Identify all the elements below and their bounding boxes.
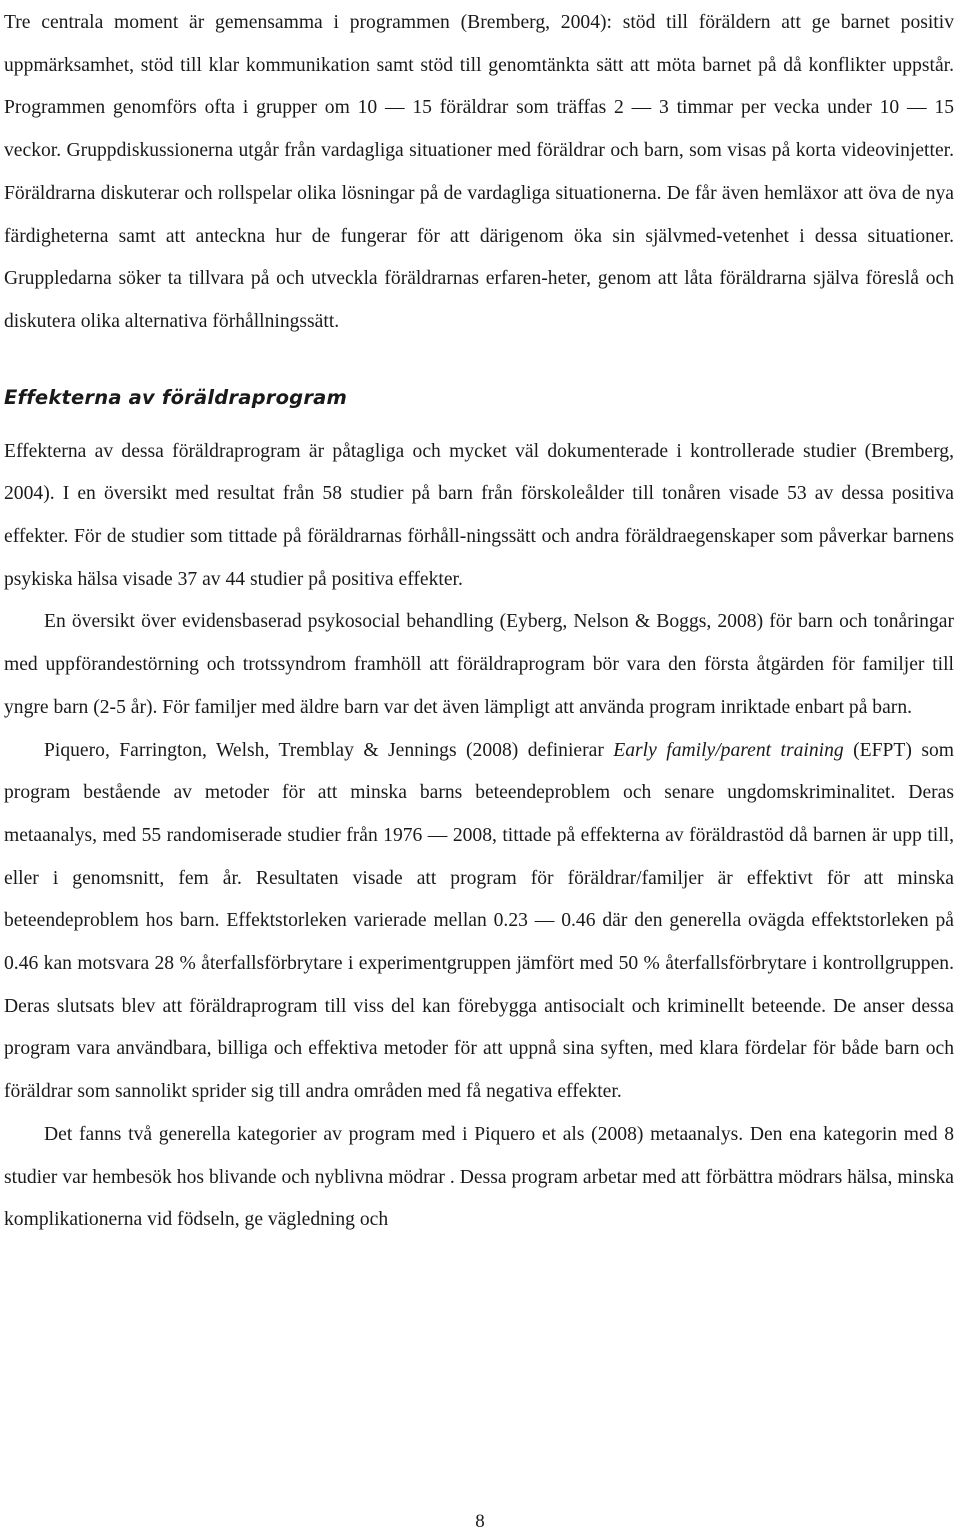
- document-page: [4, 0, 954, 1242]
- section-paragraph-4: [4, 1114, 954, 1242]
- section-paragraph-1: [4, 431, 954, 602]
- paragraph-text: Piquero, Farrington, Welsh, Tremblay & Jennings (2008) definierar: [44, 739, 614, 761]
- paragraph-text: Tre centrala moment är gemensamma i programmen (Bremberg, 2004): stöd till föräldern att ge barnet positiv uppmärksamhet, stöd till klar kommunikation samt stöd till genomtänkta sätt att möta barnet på då konflikter uppstår. Programmen genomförs ofta i grupper om 10 — 15 föräldrar som träffas 2 — 3 timmar per vecka under 10 — 15 veckor. Gruppdiskussionerna utgår från vardagliga situationer med föräldrar och barn, som visas på korta videovinjetter. Föräldrarna diskuterar och rollspelar olika lösningar på de vardagliga situationerna. De får även hemläxor att öva de nya färdigheterna samt att anteckna hur de fungerar för att därigenom öka sin självmed-vetenhet i dessa situationer. Gruppledarna söker ta tillvara på och utveckla föräldrarnas erfaren-heter, genom att låta föräldrarna själva föreslå och diskutera olika alternativa förhållningssätt.: [4, 12, 954, 332]
- paragraph-text: En översikt över evidensbaserad psykosocial behandling (Eyberg, Nelson & Boggs, 2008) för barn och tonåringar med uppförandestörning och trotssyndrom framhöll att föräldraprogram bör vara den första åtgärden för familjer till yngre barn (2-5 år). För familjer med äldre barn var det även lämpligt att använda program inriktade enbart på barn.: [4, 611, 954, 718]
- page-number: 8: [475, 1511, 485, 1532]
- section-paragraph-3: [4, 730, 954, 1114]
- section-heading: Effekterna av föräldraprogram: [4, 385, 348, 409]
- paragraph-text: Det fanns två generella kategorier av program med i Piquero et als (2008) metaanalys. Den ena kategorin med 8 studier var hembesök hos blivande och nyblivna mödrar . Dessa program arbetar med att förbättra mödrars hälsa, minska komplikationerna vid födseln, ge vägledning och: [4, 1123, 954, 1231]
- italic-term: Early family/parent training: [613, 739, 844, 761]
- body-paragraph-1: [4, 0, 954, 344]
- paragraph-text: Effekterna av dessa föräldraprogram är påtagliga och mycket väl dokumenterade i kontrollerade studier (Bremberg, 2004). I en översikt med resultat från 58 studier på barn från förskoleålder till tonåren visade 53 av dessa positiva effekter. För de studier som tittade på föräldrarnas förhåll-ningssätt och andra föräldraegenskaper som påverkar barnens psykiska hälsa visade 37 av 44 studier på positiva effekter.: [4, 440, 954, 590]
- section-paragraph-2: [4, 601, 954, 729]
- paragraph-text: (EFPT) som program bestående av metoder för att minska barns beteendeproblem och senare ungdomskriminalitet. Deras metaanalys, med 55 randomiserade studier från 1976 — 2008, tittade på effekterna av föräldrastöd då barnen är upp till, eller i genomsnitt, fem år. Resultaten visade att program för föräldrar/familjer är effektivt för att minska beteendeproblem hos barn. Effektstorleken varierade mellan 0.23 — 0.46 där den generella ovägda effektstorleken på 0.46 kan motsvara 28 % återfallsförbrytare i experimentgruppen jämfört med 50 % återfallsförbrytare i kontrollgruppen. Deras slutsats blev att föräldraprogram till viss del kan förebygga antisocialt och kriminellt beteende. De anser dessa program vara användbara, billiga och effektiva metoder för att uppnå sina syften, med klara fördelar för både barn och föräldrar som sannolikt sprider sig till andra områden med få negativa effekter.: [4, 739, 954, 1103]
